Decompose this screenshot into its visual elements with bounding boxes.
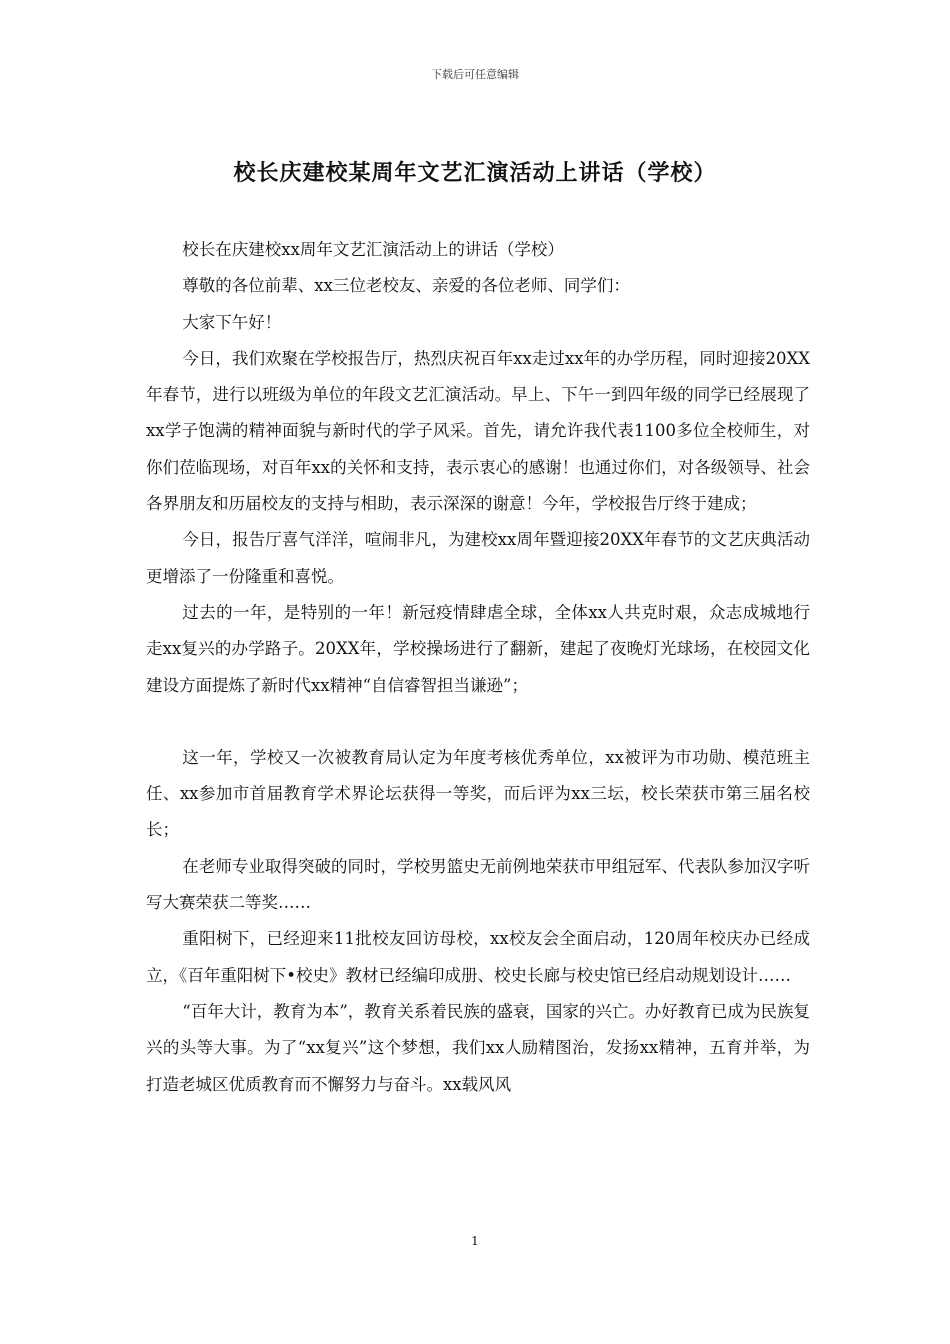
paragraph: 今日，我们欢聚在学校报告厅，热烈庆祝百年xx走过xx年的办学历程，同时迎接20XX年春节，进行以班级为单位的年段文艺汇演活动。早上、下午一到四年级的同学已经展现了xx学子饱满的精神面貌与新时代的学子风采。首先，请允许我代表1100多位全校师生，对你们莅临现场，对百年xx的关怀和支持，表示衷心的感谢！也通过你们，对各级领导、社会各界朋友和历届校友的支持与相助，表示深深的谢意！今年，学校报告厅终于建成； [146,348,810,514]
paragraph-spacer [146,704,810,740]
paragraph: 大家下午好！ [182,312,282,332]
paragraph: 尊敬的各位前辈、xx三位老校友、亲爱的各位老师、同学们： [182,276,630,296]
document-body [146,232,810,1103]
page-header-note: 下载后可任意编辑 [431,68,519,81]
paragraph: 这一年，学校又一次被教育局认定为年度考核优秀单位，xx被评为市功勋、模范班主任、xx参加市首届教育学术界论坛获得一等奖，而后评为xx三坛，校长荣获市第三届名校长； [146,747,810,840]
paragraph: 今日，报告厅喜气洋洋，喧闹非凡，为建校xx周年暨迎接20XX年春节的文艺庆典活动更增添了一份隆重和喜悦。 [146,530,810,586]
paragraph: 在老师专业取得突破的同时，学校男篮史无前例地荣获市甲组冠军、代表队参加汉字听写大赛荣获二等奖…… [146,856,810,913]
paragraph: “百年大计，教育为本”，教育关系着民族的盛衰，国家的兴亡。办好教育已成为民族复兴的头等大事。为了“xx复兴”这个梦想，我们xx人励精图治，发扬xx精神，五育并举，为打造老城区优质教育而不懈努力与奋斗。xx载风风 [146,1001,810,1094]
page-number: 1 [471,1234,479,1248]
paragraph: 重阳树下，已经迎来11批校友回访母校，xx校友会全面启动，120周年校庆办已经成立，《百年重阳树下•校史》教材已经编印成册、校史长廊与校史馆已经启动规划设计…… [146,929,810,985]
document-title: 校长庆建校某周年文艺汇演活动上讲话（学校） [233,161,717,186]
paragraph: 校长在庆建校xx周年文艺汇演活动上的讲话（学校） [182,240,564,259]
paragraph: 过去的一年，是特别的一年！新冠疫情肆虐全球，全体xx人共克时艰，众志成城地行走xx复兴的办学路子。20XX年，学校操场进行了翻新，建起了夜晚灯光球场，在校园文化建设方面提炼了新时代xx精神“自信睿智担当谦逊”； [146,602,810,695]
